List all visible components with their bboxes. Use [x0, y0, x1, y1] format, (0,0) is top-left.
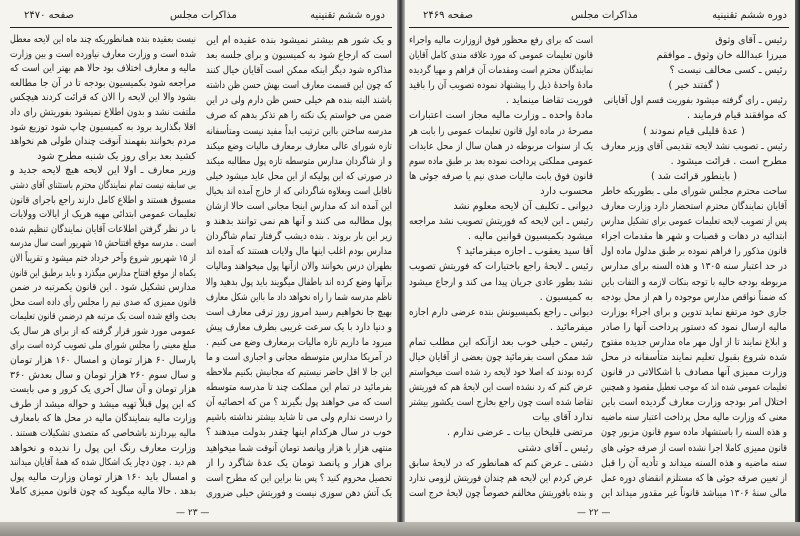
text-line: ( عدهٔ قلیلی قیام نمودند ) [643, 125, 745, 137]
text-line: وزارت معارف رنگ این پول را ندیده و نخواهد [10, 442, 196, 454]
text-column-left [10, 33, 196, 505]
text-line: رئیس ـ کسی مخالف نیست ؟ [669, 65, 787, 77]
text-line: منتهی هزار یا هزار وپانصد تومان آنوقت شما میخواهید [206, 442, 392, 454]
text-line: مردم بخوانند بفهمند آنوقت چندان طولی هم نخواهد [10, 136, 196, 148]
text-line: بهیچ جا نخواهیم رسید امروز روز ترقی معارف است [206, 306, 392, 318]
text-line: تعلیمات عمومی ابتدائی مهیه هریک از ایالات وولایات [10, 209, 196, 221]
text-line: فوریت تقاضا مینماید . [505, 95, 593, 107]
text-line: نیست بعقیده بنده همانطوریکه چند ماه این لایحه معطل [10, 34, 196, 45]
text-line: تقاضا شده است چون راجع بخارج است یکشور بیشتر [409, 397, 593, 409]
text-line: میفرمائید . [550, 321, 593, 333]
text-line: رئیس ـ آقای وثوق [715, 35, 787, 46]
text-line: پارسال ۶۰ هزار تومان و امسال ۱۶۰ هزار تومان [10, 355, 196, 367]
text-line: معنی که وزارت مالیه محل پرداخت اعتبار سنه ماضیه [601, 412, 787, 424]
text-column-right [601, 33, 787, 505]
text-line: وزارت ممیزی آنها مصادف با اشکالاتی در قانون [601, 367, 787, 379]
text-line: آقا سید یعقوب ـ اجازه میفرمائید ؟ [456, 246, 593, 258]
text-line: و یک شور هم بیشتر نمیشود بنده عقیده ام این [206, 35, 392, 46]
text-line: به کمیسیون . [539, 291, 593, 303]
text-line: محسوب دارد [540, 185, 593, 197]
scan-right-edge [795, 0, 800, 536]
text-line: مرتضی قلیخان بیات ـ عرضی ندارم . [446, 427, 593, 439]
text-line: عرض کنم که رد نشده است این لایحهٔ هم که فوریتش [409, 382, 593, 394]
text-line: و دنیا دارد با یک سرعت غریبی بطرف معارف پیش [206, 321, 392, 333]
text-line: مدرسه ساختن بااین ترتیب ابداً مفید نیست ومتأسفانه [206, 125, 392, 137]
text-line: و بنده بافوریتش مخالفم خصوصاً چون لایحهٔ خرج است [409, 487, 593, 499]
text-line: که موافقند قیام فرمایند . [687, 110, 787, 122]
text-line: است که برای رفع محظور فوق ازوزارت مالیه واجراء [409, 35, 593, 46]
text-line: و امسال باید ۱۶۰ هزار تومان وزارت مالیه پول [10, 471, 196, 483]
text-line: مطرح است . قرائت میشود . [670, 155, 787, 167]
text-line: برآنها وضع کرده اند باطفال میگویند باید پول بدهید والا [206, 276, 392, 288]
text-line: نشد بطور عادی جریان پیدا می کند و ارجاع میشود [409, 276, 593, 288]
text-line: عمومی مورد شور قرار گرفته که از برای هر سال یک [10, 325, 196, 337]
text-line: هزار تومان و آن سال آخری یک کرور و می بایست [10, 384, 196, 396]
text-line: و سال سوم ۲۶۰ هزار تومان و سال بعدش ۳۶۰ [10, 369, 196, 381]
text-line: ندارد آقای بیات [532, 412, 593, 424]
text-line: سنه ماضیه و هذه السنه میداند و تأدیه آن را قبل [601, 457, 787, 469]
text-line: رئیس ـ رای گرفته میشود بفوریت قسم اول آقایانی [603, 95, 787, 107]
header-page-label: صفحه ۲۴۶۹ [423, 10, 474, 21]
text-line: ملتفت نشد و بدون اطلاع نمیشود بفوریتش رای داد [10, 106, 196, 118]
text-line: از تعیین صرفه جوئی ها که مستلزم انقضای دوره عمل [601, 472, 787, 484]
text-line: میشود بکمیسیون قوانین مالیه . [467, 231, 593, 243]
text-line: پول مطالبه می کنند و آنها هم نمی توانند بدهند و [206, 216, 392, 228]
text-line: بطهران درس بخوانند والان ازآنها پول میخواهند ومالیات [206, 261, 392, 273]
text-line: مبلغ معینی را مجلس شورای ملی تصویب کرده است برای [10, 340, 196, 352]
text-line: خوب در سال هرکدام اینها چقدر بدولت میدهند ؟ [206, 427, 392, 439]
text-line: زیر این بار بروند . بنده دیشب گرفتار تمام شاگردان [206, 231, 392, 243]
text-line: عمومی مملکتی پرداخت نموده بعد بر طبق ماده سوم [409, 155, 593, 167]
text-line: شده شروع بقبول تعلیم نمایند متأسفانه در محل [601, 351, 787, 363]
text-line: مالیه ارسال نمود که دستور پرداخت آنها را صادر [601, 321, 787, 333]
text-line: دشتی ـ عرض کنم که همانطور که در لایحهٔ سابق [409, 457, 593, 469]
text-line: اختلال امر بودجه وزارت معارف گردیده است باین [601, 397, 787, 409]
text-line: ( گفتند خیر ) [668, 80, 720, 92]
header-rule [409, 27, 789, 28]
text-line: یکماه از موقع افتتاح مدارس میگذرد و باید برطبق این قانون [10, 267, 196, 279]
text-line: ابتدائیه در دهات و قصبات و شهر ها مقدمات اجراء [601, 231, 787, 243]
text-line: هم دید . چون دچار یک اشکال شده که همهٔ آقایان میدانند [10, 457, 196, 469]
text-line: مادهٔ واحده ـ وزارت مالیه مجاز است اعتبارات [409, 110, 593, 122]
text-line: در صورتی که این پولیکه از این محل عاید میشود خیلی [206, 170, 392, 182]
text-line: بدهد . حالا مالیه میگوید که چون قانون ممیزی کاملا [10, 486, 196, 498]
header-rule [10, 27, 392, 28]
page-number: — ۲۲ — [577, 508, 611, 518]
text-line: یک از سنوات مربوطه در همان سال از محل عایدات [409, 140, 593, 152]
text-line: مالیه بپردازند باشخاصی که متصدی تشکیلات هستند . [10, 428, 196, 440]
text-line: است . مدرسه موقع افتتاحش ۱۵ شهریور است سال مدرسه [10, 238, 196, 250]
text-line: تعلیمات عمومی شده اند که موجب تعطیل مقصود و همچنین [601, 382, 787, 394]
text-line: بی سابقه نیست تمام نمایندگان محترم باستثنای آقای دشتی [10, 179, 196, 191]
scan-bottom-edge [0, 522, 800, 536]
text-line: تحصیل محروم کنید ؟ پس بنا براین این که مطرح است [206, 472, 392, 484]
text-line: رئیس ـ لایحهٔ راجع باختیارات که فوریتش تصویب [409, 261, 593, 273]
text-line: مراجعه شود بکمیسیون بودجه تا در آن جا مطالعه [10, 77, 196, 89]
text-line: از ۱۵ شهریور شروع وآخر خرداد ختم میشود و تقریباً الان [10, 252, 196, 264]
page-number: — ۲۳ — [176, 508, 210, 518]
text-line: ناظم مدرسه شما را راه نخواهد داد ما بااین شکل معارف [206, 291, 392, 303]
text-line: مصرحهٔ در ماده اول قانون تعلیمات عمومی را بابت هر [409, 125, 593, 137]
text-line: که ضمناً نواقص مدارس موجوده را هم از محل بودجه [601, 291, 787, 303]
text-line: دیوانی ـ راجع بکمیسیونش بنده عرضی دارم اجازه [409, 306, 593, 318]
text-line: این آمده اند که مدارس اینجا مجانی است حالا ازشان [206, 201, 392, 213]
text-line: که این پول قبلاً تهیه میشد و حواله میشد از طرف [10, 398, 196, 410]
text-line: میرود ما داریم تازه مالیات برمعارف وضع می کنیم . [206, 336, 392, 348]
text-line: بشود والا این لایحه را الان که قرائت کردند هیچکس [10, 92, 196, 104]
text-line: قانون فوق بابت مالیات صدی نیم یا صرفه جوئی ها [409, 170, 593, 182]
text-line: مدارس تشکیل شود . این قانون یکمرتبه در ضمن [10, 282, 196, 294]
text-line: است که ارجاع شود به کمیسیون و برای جلسه بعد [206, 50, 392, 62]
header-page-label: صفحه ۲۴۷۰ [24, 10, 75, 21]
text-line: رئیس ـ خیلی خوب بعد ازآنکه این مطلب تمام [409, 336, 593, 348]
text-line: مربوطه بودجه حالیه با توجه بنکات لازمه و التفات باین [601, 276, 787, 288]
text-line: مادهٔ واحدهٔ ذیل را پیشنهاد نموده تصویب آن را باقید [409, 80, 593, 92]
text-line: ساحت محترم مجلس شورای ملی ـ بطوریکه خاطر [601, 185, 787, 197]
text-line: اقلا بگذارید برود به کمیسیون چاپ شود توزیع شود [10, 121, 196, 133]
text-column-right [206, 33, 392, 505]
text-line: است که می خواهند پول بگیرند ؟ من که احصائیه آن [206, 397, 392, 409]
text-line: در آمریکا مدارس متوسطه مجانی و اجباری است و ما [206, 351, 392, 363]
text-line: و هذه السنه را باستشهاد ماده سوم قانون مزبور چون [601, 427, 787, 439]
header-session: دوره ششم تقنینیه [712, 10, 787, 21]
text-line: رئیس ـ آقای دشتی [517, 442, 593, 454]
text-line: شده است و وزارت معارف نیاورده است و بین وزارت [10, 48, 196, 60]
text-line: تازه شورای عالی معارف برمعارف مالیات وضع میکند [206, 140, 392, 152]
text-line: وزارت مالیه بنمایندگان مالیه در محل ها که بامعارف [10, 413, 196, 425]
text-line: مذاکره شود دیگر اینکه ممکن است آقایان خیال کنند [206, 65, 392, 77]
book-gutter [397, 0, 405, 525]
text-line: را درست ندارم ولی می تا شاید بیشتر نداشته باشیم [206, 412, 392, 424]
text-line: قانون مذکور را فراهم نموده بر طبق مدلول ماده اول [601, 246, 787, 258]
text-line: و ابلاغ نمایند تا از اول مهر ماه مدارس جدیده مفتوح [601, 336, 787, 348]
text-line: مدارس بودم اغلب اینها مال ولایات هستند که آمده اند [206, 246, 392, 258]
text-line: ( باینطور قرائت شد ) [650, 170, 737, 182]
text-line: شد ممکن است بفرمائید چون بعضی از آقایان خیال [409, 351, 593, 363]
text-line: مسبوق هستند و اطلاع کامل دارند راجع باجرای قانون [10, 194, 196, 206]
text-line: وزیر معارف ـ اولا این لایحه هیچ لایحه جدید و [10, 165, 196, 177]
text-line: کشید بعد برای روز یک شنبه مطرح شود [37, 150, 196, 162]
right-page [405, 0, 795, 520]
header-title: مذاکرات مجلس [571, 10, 638, 21]
text-line: که چون این قسمت معارف است بهش حسن ظن داشته [206, 80, 392, 92]
text-line: باشند البته بنده هم خیلی حسن ظن دارم ولی در این [206, 95, 392, 107]
text-line: ضمن می خواستم یک نکته را هم تذکر بدهم که صرف [206, 110, 392, 122]
text-line: رئیس ـ تصویب نشد لایحه تقدیمی آقای وزیر معارف [601, 140, 787, 152]
text-line: برای هزار و پانصد تومان یک عدهٔ شاگرد را از [206, 457, 392, 469]
header-title: مذاکرات مجلس [170, 10, 237, 21]
text-line: قانون ممیزی که صدی نیم را مجلس رأی داده است محل [10, 296, 196, 308]
text-line: با در نظر گرفتن اطلاعات آقایان نمایندگان تنظیم شده [10, 223, 196, 235]
header-session: دوره ششم تقنینیه [310, 10, 385, 21]
text-line: این جا لا اقل حاضر نیستیم که مجانیش بکنیم ملاحظه [206, 367, 392, 379]
text-line: بفرمائید در تمام این مملکت چند تا مدرسه متوسطه [206, 382, 392, 394]
text-line: ناقابل است وبعلاوه شاگردانی که از خارج آمده اند بخیال [206, 185, 392, 197]
text-line: عرض کردم این لایحه هم چندان فوریتش لزومی ندارد [409, 472, 593, 484]
text-line: میرزا عبدالله خان وثوق ـ موافقم [656, 50, 787, 62]
text-line: پس از تصویب لایحه تعلیمات عمومی برای تشکیل مدارس [601, 216, 787, 228]
text-line: جاری خود مرتفع نماید تدوین و برای اجراء بوزارت [601, 306, 787, 318]
text-line: کرده بودند که اصلا خود لایحه رد شده است میخواستم [409, 367, 593, 379]
text-line: یک آتش دهن سوزی نیست و فوریتش خیلی ضروری [206, 487, 392, 499]
text-line: و از شاگردان مدارس متوسطه تازه پول مطالبه میکند [206, 155, 392, 167]
text-line: دیوانی ـ تکلیف آن لایحه معلوم نشد [453, 201, 593, 213]
text-line: رئیس ـ این لایحه که فوریتش تصویب نشد مراجعه [409, 216, 593, 228]
text-line: مالی سنهٔ ۱۳۰۶ میباشد قانوناً غیر مقدور میداند این [601, 487, 787, 499]
text-line: در حد اعتبار سنه ۱۳۰۵ و هذه السنه برای مدارس [601, 261, 787, 273]
text-line: بحث واقع شده است یک مرتبه هم درضمن قانون تعلیمات [10, 311, 196, 323]
text-line: آقایان نمایندگان محترم استحضار دارد وزارت معارف [601, 201, 787, 213]
text-column-left [409, 33, 593, 505]
text-line: مالیه و معارف اختلاف بود حالا هم بهتر این است که [10, 63, 196, 75]
text-line: قانون ممیزی کاملا اجرا نشده است از صرفه جوئی های [601, 442, 787, 454]
text-line: قانون تعلیمات عمومی که مورد علاقه مندی کامل آقایان [409, 50, 593, 62]
text-line: نمایندگان محترم است ومقدمات آن فراهم و مهیا گردیده [409, 65, 593, 77]
left-page [0, 0, 397, 520]
